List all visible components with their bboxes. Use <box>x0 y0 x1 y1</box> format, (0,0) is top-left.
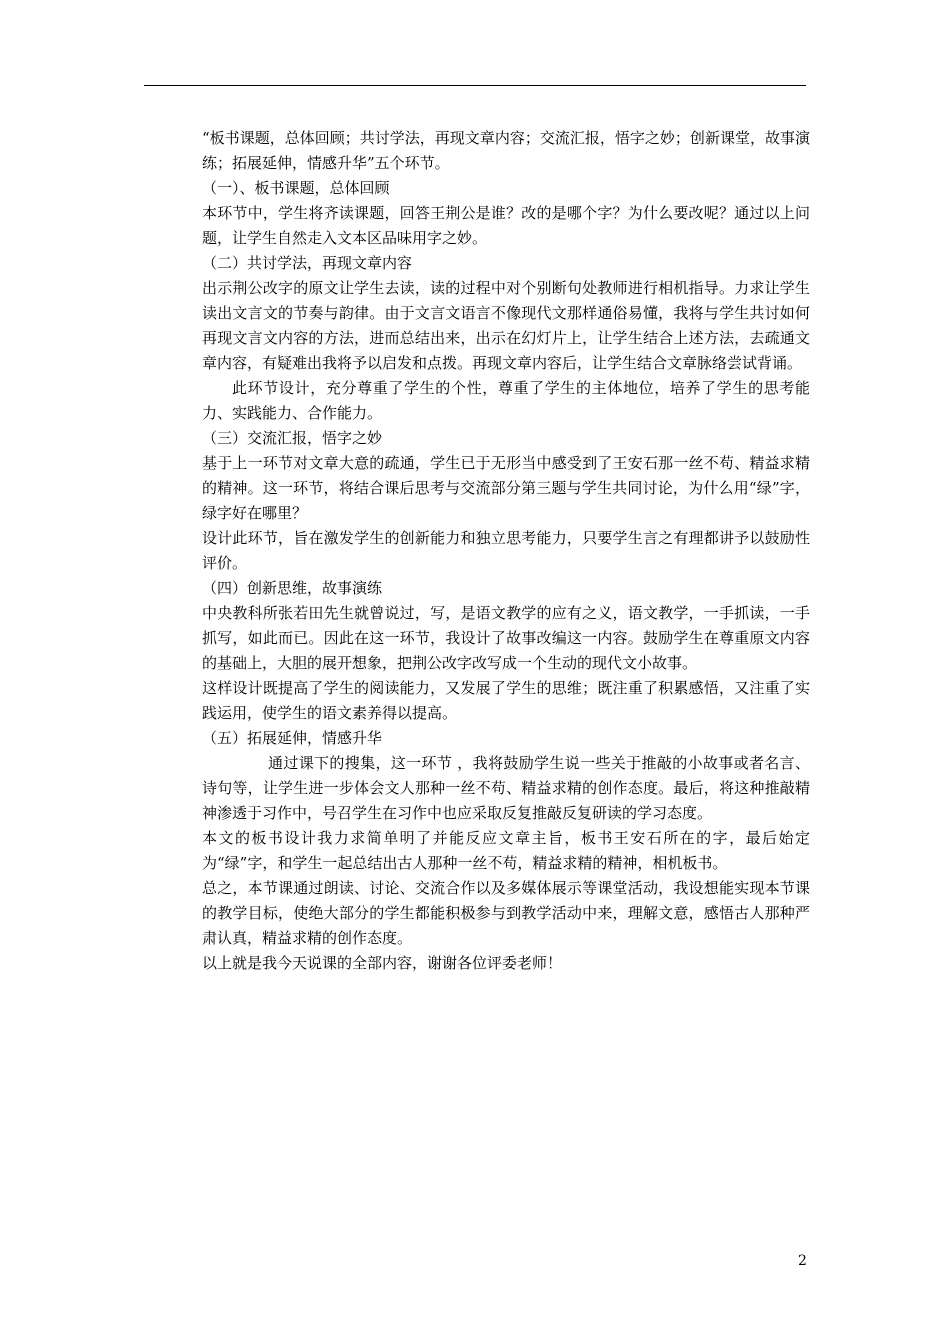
section-heading-2: （二）共讨学法，再现文章内容 <box>202 254 413 272</box>
paragraph-summary: 总之，本节课通过朗读、讨论、交流合作以及多媒体展示等课堂活动，我设想能实现本节课的教学目标，使绝大部分的学生都能积极参与到教学活动中来，理解文意，感悟古人那种严肃认真，精益求精的创作态度。 <box>202 879 810 947</box>
section-heading-1: （一）、板书课题，总体回顾 <box>202 179 390 197</box>
paragraph-section-2-comment: 此环节设计，充分尊重了学生的个性，尊重了学生的主体地位，培养了学生的思考能力、实践能力、合作能力。 <box>202 379 810 422</box>
paragraph-intro: “板书课题，总体回顾；共讨学法，再现文章内容；交流汇报，悟字之妙；创新课堂，故事演练；拓展延伸，情感升华”五个环节。 <box>202 129 810 172</box>
paragraph-closing: 以上就是我今天说课的全部内容，谢谢各位评委老师！ <box>202 954 563 972</box>
document-body <box>202 126 810 976</box>
paragraph-section-4-comment: 这样设计既提高了学生的阅读能力，又发展了学生的思维；既注重了积累感悟，又注重了实践运用，使学生的语文素养得以提高。 <box>202 679 810 722</box>
section-heading-3: （三）交流汇报，悟字之妙 <box>202 429 383 447</box>
paragraph-section-4: 中央教科所张若田先生就曾说过，写，是语文教学的应有之义，语文教学，一手抓读，一手抓写，如此而已。因此在这一环节，我设计了故事改编这一内容。鼓励学生在尊重原文内容的基础上，大胆的展开想象，把荆公改字改写成一个生动的现代文小故事。 <box>202 604 810 672</box>
section-heading-4: （四）创新思维，故事演练 <box>202 579 383 597</box>
paragraph-section-1: 本环节中，学生将齐读课题，回答王荆公是谁？改的是哪个字？为什么要改呢？通过以上问题，让学生自然走入文本区品味用字之妙。 <box>202 204 810 247</box>
paragraph-section-2: 出示荆公改字的原文让学生去读，读的过程中对个别断句处教师进行相机指导。力求让学生读出文言文的节奏与韵律。由于文言文语言不像现代文那样通俗易懂，我将与学生共讨如何再现文言文内容的方法，进而总结出来，出示在幻灯片上，让学生结合上述方法，去疏通文章内容，有疑难出我将予以启发和点拨。再现文章内容后，让学生结合文章脉络尝试背诵。 <box>202 279 810 372</box>
header-rule <box>144 85 806 86</box>
paragraph-section-3-comment: 设计此环节，旨在激发学生的创新能力和独立思考能力，只要学生言之有理都讲予以鼓励性评价。 <box>202 529 810 572</box>
page-number: 2 <box>798 1253 807 1269</box>
paragraph-board-design: 本文的板书设计我力求简单明了并能反应文章主旨，板书王安石所在的字，最后始定为“绿”字，和学生一起总结出古人那种一丝不苟，精益求精的精神，相机板书。 <box>202 829 810 872</box>
paragraph-section-5: 通过课下的搜集，这一环节 ，我将鼓励学生说一些关于推敲的小故事或者名言、诗句等，让学生进一步体会文人那种一丝不苟、精益求精的创作态度。最后，将这种推敲精神渗透于习作中，号召学生在习作中也应采取反复推敲反复研读的学习态度。 <box>202 754 810 822</box>
section-heading-5: （五）拓展延伸，情感升华 <box>202 729 383 747</box>
paragraph-section-3: 基于上一环节对文章大意的疏通，学生已于无形当中感受到了王安石那一丝不苟、精益求精的精神。这一环节，将结合课后思考与交流部分第三题与学生共同讨论，为什么用“绿”字，绿字好在哪里？ <box>202 454 810 522</box>
